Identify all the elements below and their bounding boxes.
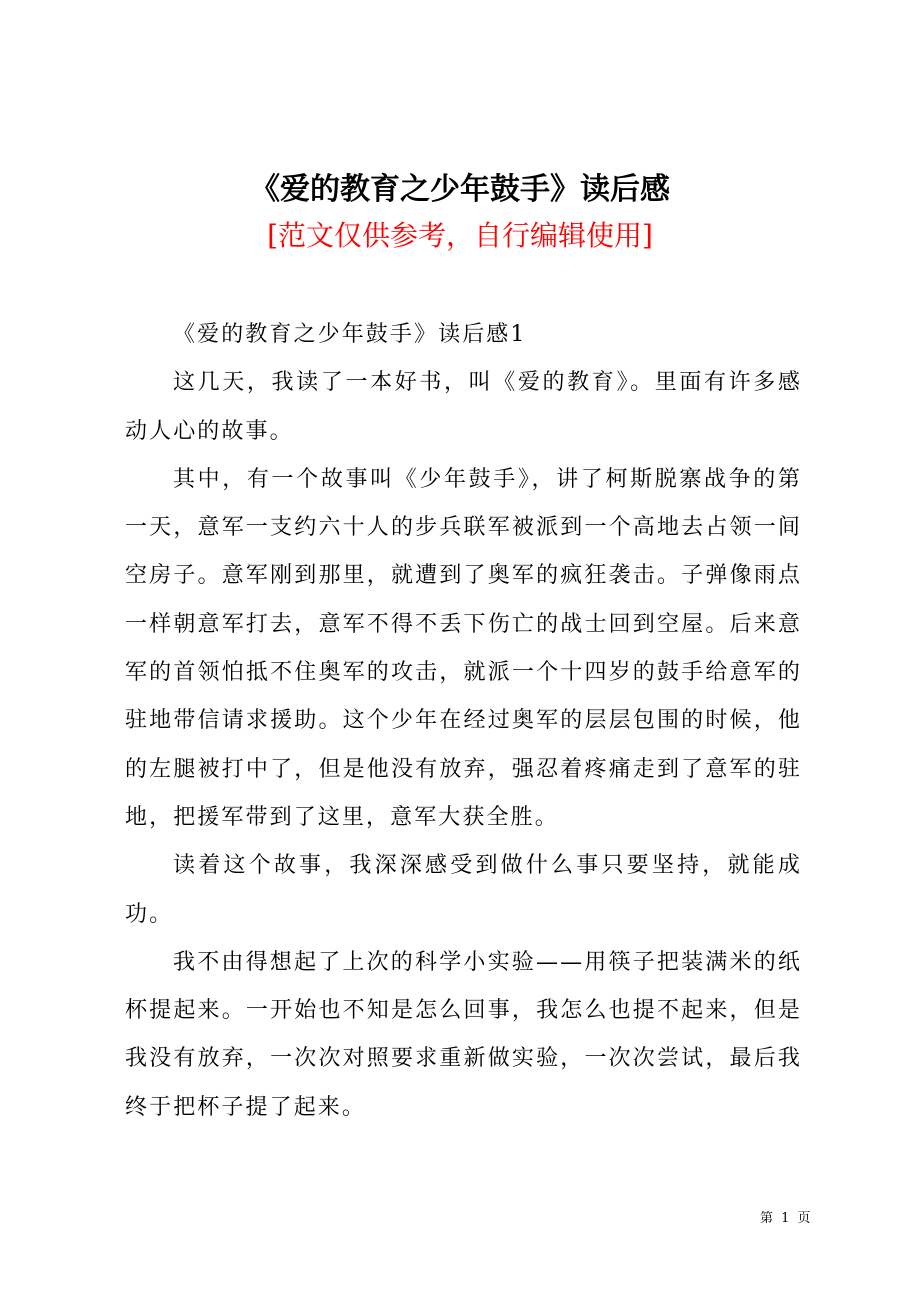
- page-number: 第 1 页: [760, 1211, 811, 1226]
- paragraph: 其中，有一个故事叫《少年鼓手》，讲了柯斯脱寨战争的第一天，意军一支约六十人的步兵联军被派到一个高地去占领一间空房子。意军刚到那里，就遭到了奥军的疯狂袭击。子弹像雨点一样朝意军打去，意军不得不丢下伤亡的战士回到空屋。后来意军的首领怕抵不住奥军的攻击，就派一个十四岁的鼓手给意军的驻地带信请求援助。这个少年在经过奥军的层层包围的时候，他的左腿被打中了，但是他没有放弃，强忍着疼痛走到了意军的驻地，把援军带到了这里，意军大获全胜。: [125, 466, 802, 830]
- document-subtitle: [范文仅供参考，自行编辑使用]: [267, 219, 653, 252]
- section-heading: 《爱的教育之少年鼓手》读后感1: [173, 322, 527, 347]
- paragraph: 读着这个故事，我深深感受到做什么事只要坚持，就能成功。: [125, 853, 802, 927]
- paragraph: 这几天，我读了一本好书，叫《爱的教育》。里面有许多感动人心的故事。: [125, 370, 802, 444]
- paragraph: 我不由得想起了上次的科学小实验——用筷子把装满米的纸杯提起来。一开始也不知是怎么回事，我怎么也提不起来，但是我没有放弃，一次次对照要求重新做实验，一次次尝试，最后我终于把杯子提了起来。: [125, 949, 802, 1120]
- document-title: 《爱的教育之少年鼓手》读后感: [250, 172, 670, 207]
- document-body: [125, 311, 802, 1132]
